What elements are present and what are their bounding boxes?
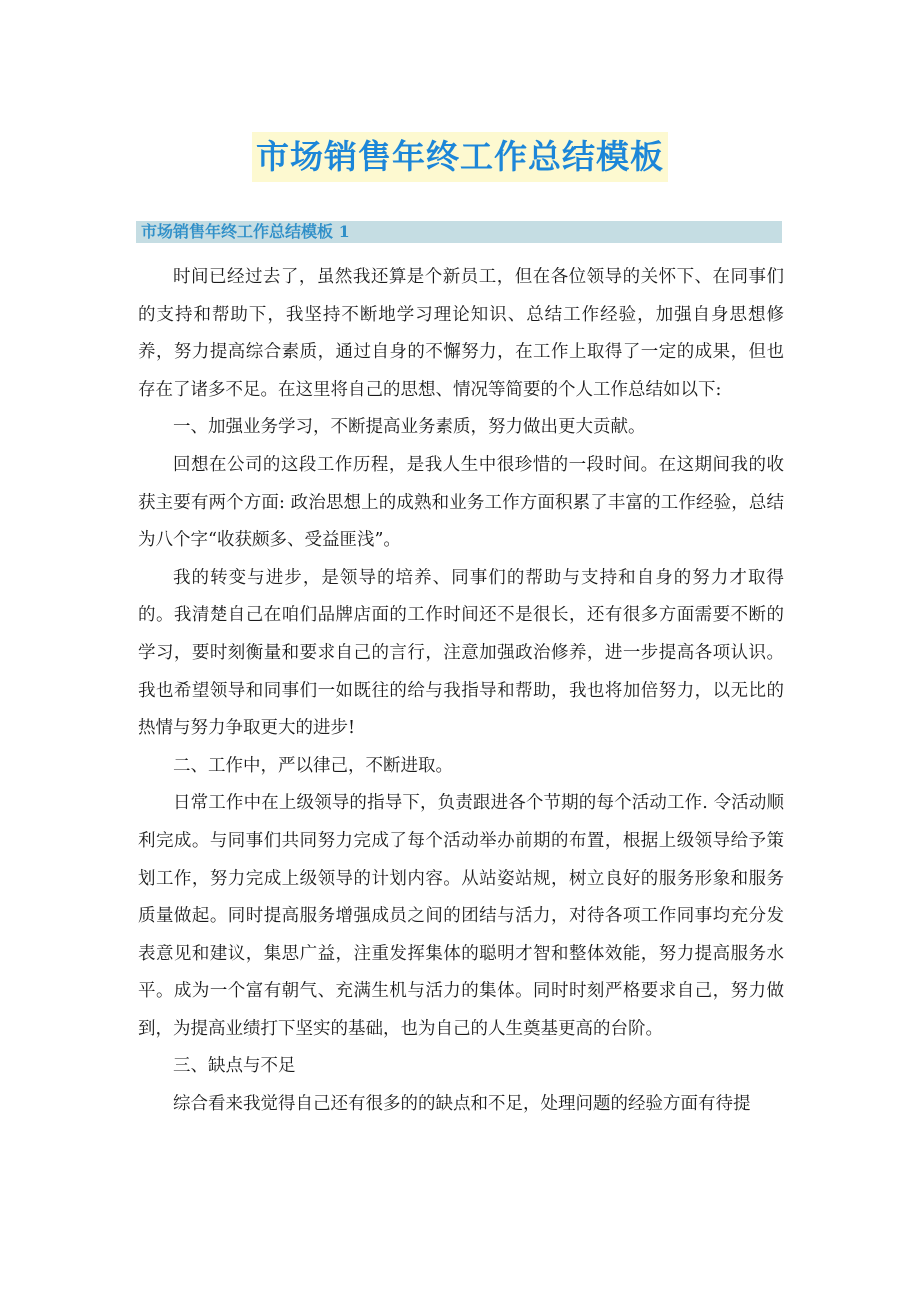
section-heading-bar bbox=[136, 221, 782, 243]
document-title: 市场销售年终工作总结模板 bbox=[252, 132, 668, 182]
body-paragraph: 时间已经过去了，虽然我还算是个新员工，但在各位领导的关怀下、在同事们的支持和帮助下，我坚持不断地学习理论知识、总结工作经验，加强自身思想修养，努力提高综合素质，通过自身的不懈努力，在工作上取得了一定的成果，但也存在了诸多不足。在这里将自己的思想、情况等简要的个人工作总结如以下: bbox=[138, 267, 784, 400]
body-paragraph: 回想在公司的这段工作历程，是我人生中很珍惜的一段时间。在这期间我的收获主要有两个方面: 政治思想上的成熟和业务工作方面积累了丰富的工作经验，总结为八个字“收获颇多、受益匪浅”。 bbox=[138, 454, 784, 551]
body-paragraph: 一、加强业务学习，不断提高业务素质，努力做出更大贡献。 bbox=[173, 417, 646, 438]
section-heading: 市场销售年终工作总结模板 1 bbox=[141, 222, 350, 241]
body-paragraph: 三、缺点与不足 bbox=[173, 1056, 296, 1077]
document-body bbox=[138, 259, 784, 1124]
body-paragraph: 日常工作中在上级领导的指导下，负责跟进各个节期的每个活动工作. 令活动顺利完成。与同事们共同努力完成了每个活动举办前期的布置，根据上级领导给予策划工作，努力完成上级领导的计划内容。从站姿站规，树立良好的服务形象和服务质量做起。同时提高服务增强成员之间的团结与活力，对待各项工作同事均充分发表意见和建议，集思广益，注重发挥集体的聪明才智和整体效能，努力提高服务水平。成为一个富有朝气、充满生机与活力的集体。同时时刻严格要求自己，努力做到，为提高业绩打下坚实的基础，也为自己的人生奠基更高的台阶。 bbox=[138, 793, 784, 1039]
body-paragraph: 我的转变与进步，是领导的培养、同事们的帮助与支持和自身的努力才取得的。我清楚自己在咱们品牌店面的工作时间还不是很长，还有很多方面需要不断的学习，要时刻衡量和要求自己的言行，注意加强政治修养，进一步提高各项认识。我也希望领导和同事们一如既往的给与我指导和帮助，我也将加倍努力，以无比的热情与努力争取更大的进步! bbox=[138, 567, 784, 739]
body-paragraph: 二、工作中，严以律己，不断进取。 bbox=[173, 755, 453, 776]
title-container bbox=[0, 132, 920, 182]
body-paragraph: 综合看来我觉得自己还有很多的的缺点和不足，处理问题的经验方面有待提 bbox=[173, 1094, 751, 1115]
